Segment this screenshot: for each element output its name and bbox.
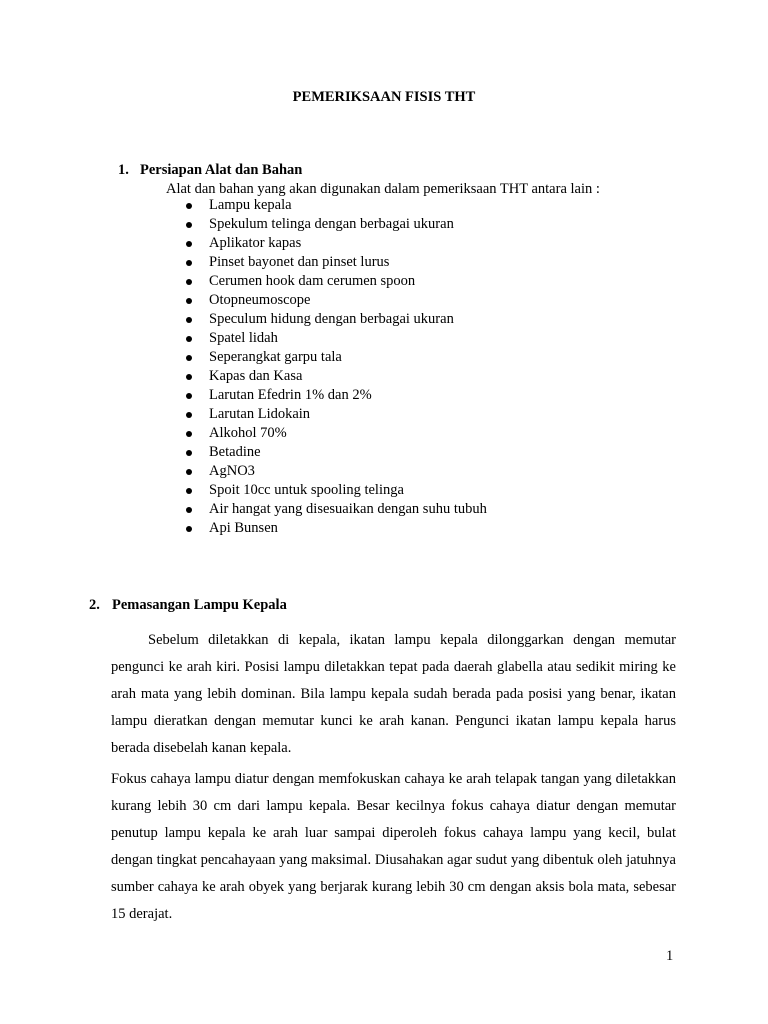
bullet-icon xyxy=(186,298,192,304)
bullet-icon xyxy=(186,260,192,266)
list-item: Spekulum telinga dengan berbagai ukuran xyxy=(184,215,487,234)
list-item: Pinset bayonet dan pinset lurus xyxy=(184,253,487,272)
bullet-icon xyxy=(186,336,192,342)
list-item: Aplikator kapas xyxy=(184,234,487,253)
bullet-icon xyxy=(186,488,192,494)
bullet-icon xyxy=(186,507,192,513)
list-item: Kapas dan Kasa xyxy=(184,367,487,386)
section-2-number: 2. xyxy=(89,597,100,613)
bullet-icon xyxy=(186,450,192,456)
bullet-icon xyxy=(186,431,192,437)
bullet-icon xyxy=(186,317,192,323)
list-item: Seperangkat garpu tala xyxy=(184,348,487,367)
section-1-intro: Alat dan bahan yang akan digunakan dalam pemeriksaan THT antara lain : xyxy=(166,181,600,197)
list-item: AgNO3 xyxy=(184,462,487,481)
page-number: 1 xyxy=(666,948,674,964)
section-1-title: Persiapan Alat dan Bahan xyxy=(140,162,303,178)
list-item: Alkohol 70% xyxy=(184,424,487,443)
section-1-number: 1. xyxy=(118,162,129,178)
paragraph: Fokus cahaya lampu diatur dengan memfokuskan cahaya ke arah telapak tangan yang diletakkan kurang lebih 30 cm dari lampu kepala. Besar kecilnya fokus cahaya diatur dengan memutar penutup lampu kepala ke arah luar sampai diperoleh fokus cahaya lampu yang kecil, bulat dengan tingkat pencahayaan yang maksimal. Diusahakan agar sudut yang dibentuk oleh jatuhnya sumber cahaya ke arah obyek yang berjarak kurang lebih 30 cm dengan aksis bola mata, sebesar 15 derajat. xyxy=(111,771,676,922)
bullet-icon xyxy=(186,526,192,532)
list-item: Spatel lidah xyxy=(184,329,487,348)
bullet-icon xyxy=(186,412,192,418)
list-item: Larutan Efedrin 1% dan 2% xyxy=(184,386,487,405)
bullet-icon xyxy=(186,469,192,475)
list-item: Larutan Lidokain xyxy=(184,405,487,424)
section-2-heading xyxy=(89,597,287,614)
list-item: Betadine xyxy=(184,443,487,462)
list-item: Lampu kepala xyxy=(184,196,487,215)
bullet-icon xyxy=(186,203,192,209)
paragraph: Sebelum diletakkan di kepala, ikatan lampu kepala dilonggarkan dengan memutar pengunci ke arah kiri. Posisi lampu diletakkan tepat pada daerah glabella atau sedikit miring ke arah mata yang lebih dominan. Bila lampu kepala sudah berada pada posisi yang benar, ikatan lampu dieratkan dengan memutar kunci ke arah kanan. Pengunci ikatan lampu kepala harus berada disebelah kanan kepala. xyxy=(111,632,676,756)
page-title: PEMERIKSAAN FISIS THT xyxy=(292,89,476,105)
bullet-icon xyxy=(186,279,192,285)
list-item: Spoit 10cc untuk spooling telinga xyxy=(184,481,487,500)
bullet-icon xyxy=(186,355,192,361)
list-item: Speculum hidung dengan berbagai ukuran xyxy=(184,310,487,329)
bullet-icon xyxy=(186,241,192,247)
bullet-icon xyxy=(186,374,192,380)
list-item: Otopneumoscope xyxy=(184,291,487,310)
section-2-title: Pemasangan Lampu Kepala xyxy=(112,597,287,613)
bullet-icon xyxy=(186,222,192,228)
equipment-list xyxy=(184,196,487,538)
list-item: Air hangat yang disesuaikan dengan suhu tubuh xyxy=(184,500,487,519)
section-1-heading xyxy=(118,162,302,179)
list-item: Cerumen hook dam cerumen spoon xyxy=(184,272,487,291)
list-item: Api Bunsen xyxy=(184,519,487,538)
bullet-icon xyxy=(186,393,192,399)
